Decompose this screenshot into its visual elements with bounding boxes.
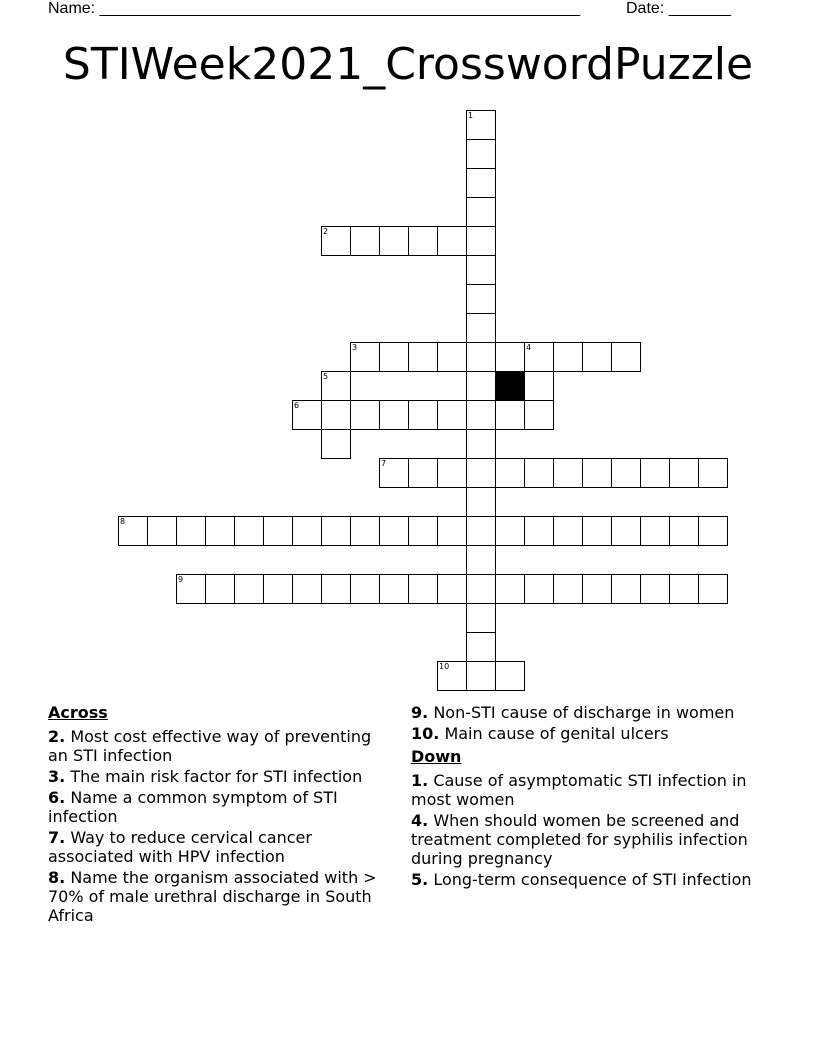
clues-right-column xyxy=(411,703,756,891)
grid-cell[interactable] xyxy=(321,400,351,430)
cell-number: 8 xyxy=(120,517,126,526)
grid-cell[interactable] xyxy=(437,342,467,372)
grid-cell[interactable] xyxy=(495,574,525,604)
cell-number: 6 xyxy=(294,401,300,410)
cell-number: 10 xyxy=(439,662,450,671)
grid-cell[interactable] xyxy=(698,458,728,488)
grid-cell[interactable] xyxy=(147,516,177,546)
grid-cell[interactable] xyxy=(437,661,467,691)
grid-cell[interactable] xyxy=(640,574,670,604)
grid-cell[interactable] xyxy=(495,516,525,546)
grid-cell[interactable] xyxy=(640,516,670,546)
grid-cell[interactable] xyxy=(350,516,380,546)
grid-cell[interactable] xyxy=(669,574,699,604)
grid-cell[interactable] xyxy=(466,487,496,517)
black-cell xyxy=(495,371,525,401)
grid-cell[interactable] xyxy=(437,458,467,488)
clue-number: 4. xyxy=(411,811,429,830)
clue-text: Way to reduce cervical cancer associated with HPV infection xyxy=(48,828,312,866)
puzzle-title: STIWeek2021_CrosswordPuzzle xyxy=(62,39,754,90)
grid-cell[interactable] xyxy=(321,226,351,256)
grid-cell[interactable] xyxy=(466,603,496,633)
clues-left-column xyxy=(48,703,393,927)
grid-cell[interactable] xyxy=(640,458,670,488)
grid-cell[interactable] xyxy=(466,574,496,604)
name-field-label[interactable]: Name: ______________________________________________________ xyxy=(48,0,581,17)
grid-cell[interactable] xyxy=(379,458,409,488)
clue-number: 8. xyxy=(48,868,66,887)
clue-text: Name a common symptom of STI infection xyxy=(48,788,338,826)
grid-cell[interactable] xyxy=(379,226,409,256)
grid-cell[interactable] xyxy=(379,342,409,372)
grid-cell[interactable] xyxy=(466,313,496,343)
down-clue xyxy=(411,870,756,889)
grid-cell[interactable] xyxy=(176,516,206,546)
grid-cell[interactable] xyxy=(321,429,351,459)
clue-text: Name the organism associated with > 70% of male urethral discharge in South Africa xyxy=(48,868,377,925)
clue-text: The main risk factor for STI infection xyxy=(70,767,363,786)
grid-cell[interactable] xyxy=(408,574,438,604)
grid-cell[interactable] xyxy=(611,342,641,372)
clue-number: 10. xyxy=(411,724,440,743)
grid-cell[interactable] xyxy=(408,342,438,372)
grid-cell[interactable] xyxy=(466,632,496,662)
grid-cell[interactable] xyxy=(379,516,409,546)
grid-cell[interactable] xyxy=(611,458,641,488)
grid-cell[interactable] xyxy=(205,516,235,546)
grid-cell[interactable] xyxy=(437,574,467,604)
grid-cell[interactable] xyxy=(437,516,467,546)
grid-cell[interactable] xyxy=(466,429,496,459)
clue-number: 3. xyxy=(48,767,66,786)
grid-cell[interactable] xyxy=(205,574,235,604)
across-clue xyxy=(411,703,756,722)
clue-number: 2. xyxy=(48,727,66,746)
grid-cell[interactable] xyxy=(466,255,496,285)
across-clue xyxy=(48,727,393,765)
grid-cell[interactable] xyxy=(582,458,612,488)
cell-number: 7 xyxy=(381,459,387,468)
down-clue xyxy=(411,771,756,809)
grid-cell[interactable] xyxy=(669,516,699,546)
grid-cell[interactable] xyxy=(698,516,728,546)
across-clue xyxy=(48,828,393,866)
grid-cell[interactable] xyxy=(292,400,322,430)
grid-cell[interactable] xyxy=(292,574,322,604)
grid-cell[interactable] xyxy=(466,342,496,372)
grid-cell[interactable] xyxy=(234,574,264,604)
cell-number: 1 xyxy=(468,111,474,120)
grid-cell[interactable] xyxy=(350,226,380,256)
grid-cell[interactable] xyxy=(350,400,380,430)
grid-cell[interactable] xyxy=(321,574,351,604)
grid-cell[interactable] xyxy=(553,458,583,488)
cell-number: 9 xyxy=(178,575,184,584)
grid-cell[interactable] xyxy=(408,400,438,430)
grid-cell[interactable] xyxy=(234,516,264,546)
grid-cell[interactable] xyxy=(495,342,525,372)
grid-cell[interactable] xyxy=(553,342,583,372)
clue-number: 5. xyxy=(411,870,429,889)
grid-cell[interactable] xyxy=(582,516,612,546)
clue-text: When should women be screened and treatment completed for syphilis infection during pregnancy xyxy=(411,811,748,868)
grid-cell[interactable] xyxy=(292,516,322,546)
grid-cell[interactable] xyxy=(495,661,525,691)
grid-cell[interactable] xyxy=(466,371,496,401)
grid-cell[interactable] xyxy=(524,400,554,430)
grid-cell[interactable] xyxy=(321,516,351,546)
clue-text: Long-term consequence of STI infection xyxy=(433,870,752,889)
grid-cell[interactable] xyxy=(379,574,409,604)
grid-cell[interactable] xyxy=(524,458,554,488)
grid-cell[interactable] xyxy=(466,516,496,546)
grid-cell[interactable] xyxy=(466,284,496,314)
grid-cell[interactable] xyxy=(495,458,525,488)
clue-number: 9. xyxy=(411,703,429,722)
grid-cell[interactable] xyxy=(466,545,496,575)
grid-cell[interactable] xyxy=(553,516,583,546)
grid-cell[interactable] xyxy=(466,400,496,430)
grid-cell[interactable] xyxy=(524,574,554,604)
across-clue xyxy=(48,767,393,786)
grid-cell[interactable] xyxy=(524,342,554,372)
grid-cell[interactable] xyxy=(437,400,467,430)
grid-cell[interactable] xyxy=(466,197,496,227)
grid-cell[interactable] xyxy=(263,516,293,546)
grid-cell[interactable] xyxy=(408,516,438,546)
grid-cell[interactable] xyxy=(263,574,293,604)
grid-cell[interactable] xyxy=(495,400,525,430)
grid-cell[interactable] xyxy=(118,516,148,546)
grid-cell[interactable] xyxy=(524,516,554,546)
grid-cell[interactable] xyxy=(379,400,409,430)
grid-cell[interactable] xyxy=(321,371,351,401)
clue-text: Non-STI cause of discharge in women xyxy=(433,703,735,722)
grid-cell[interactable] xyxy=(350,342,380,372)
grid-cell[interactable] xyxy=(408,226,438,256)
cell-number: 5 xyxy=(323,372,329,381)
clue-text: Main cause of genital ulcers xyxy=(444,724,669,743)
grid-cell[interactable] xyxy=(466,168,496,198)
across-clue xyxy=(48,788,393,826)
clue-text: Most cost effective way of preventing an STI infection xyxy=(48,727,372,765)
clue-number: 6. xyxy=(48,788,66,807)
grid-cell[interactable] xyxy=(611,574,641,604)
grid-cell[interactable] xyxy=(524,371,554,401)
grid-cell[interactable] xyxy=(408,458,438,488)
date-field-label[interactable]: Date: _______ xyxy=(626,0,731,17)
across-heading: Across xyxy=(48,703,108,722)
grid-cell[interactable] xyxy=(466,139,496,169)
grid-cell[interactable] xyxy=(698,574,728,604)
clue-text: Cause of asymptomatic STI infection in most women xyxy=(411,771,747,809)
grid-cell[interactable] xyxy=(582,574,612,604)
across-clue xyxy=(48,868,393,925)
grid-cell[interactable] xyxy=(176,574,206,604)
grid-cell[interactable] xyxy=(350,574,380,604)
clue-number: 7. xyxy=(48,828,66,847)
cell-number: 4 xyxy=(526,343,532,352)
across-clue xyxy=(411,724,756,743)
down-heading: Down xyxy=(411,747,462,766)
cell-number: 2 xyxy=(323,227,329,236)
down-clue xyxy=(411,811,756,868)
cell-number: 3 xyxy=(352,343,358,352)
grid-cell[interactable] xyxy=(669,458,699,488)
grid-cell[interactable] xyxy=(466,661,496,691)
grid-cell[interactable] xyxy=(466,110,496,140)
grid-cell[interactable] xyxy=(466,458,496,488)
grid-cell[interactable] xyxy=(466,226,496,256)
grid-cell[interactable] xyxy=(611,516,641,546)
grid-cell[interactable] xyxy=(582,342,612,372)
grid-cell[interactable] xyxy=(437,226,467,256)
grid-cell[interactable] xyxy=(553,574,583,604)
clue-number: 1. xyxy=(411,771,429,790)
